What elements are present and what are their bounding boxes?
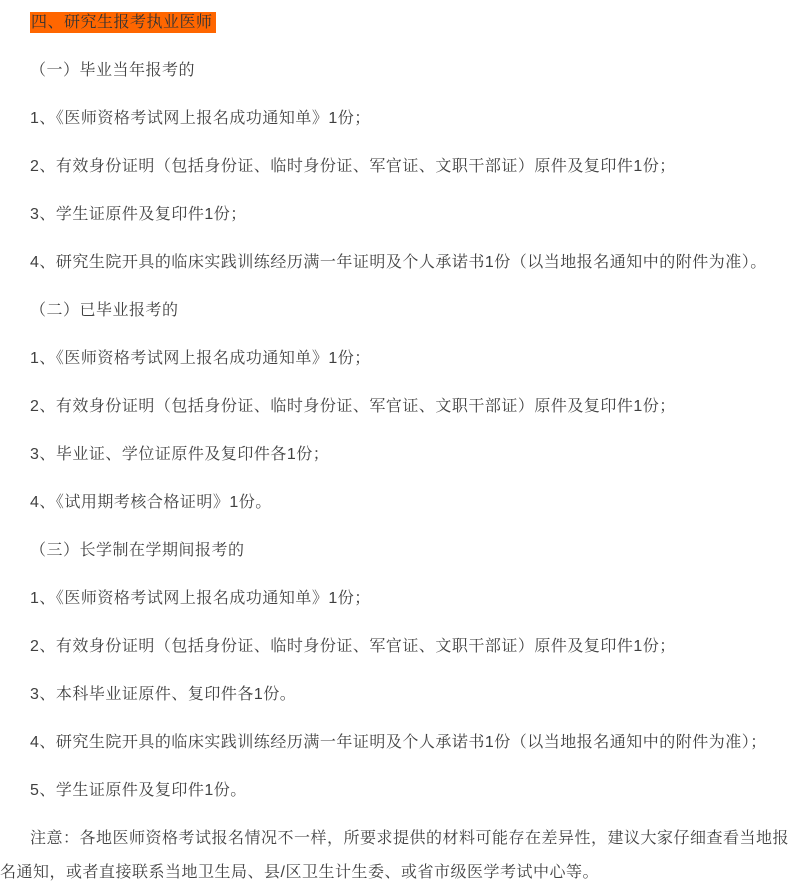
- subsection-title: （三）长学制在学期间报考的: [30, 542, 245, 559]
- list-item: 2、有效身份证明（包括身份证、临时身份证、军官证、文职干部证）原件及复印件1份；: [30, 398, 676, 415]
- list-item: 2、有效身份证明（包括身份证、临时身份证、军官证、文职干部证）原件及复印件1份；: [30, 158, 676, 175]
- list-item: 3、毕业证、学位证原件及复印件各1份；: [30, 446, 330, 463]
- list-item: 4、研究生院开具的临床实践训练经历满一年证明及个人承诺书1份（以当地报名通知中的附件为准）。: [30, 254, 767, 271]
- subsection-title: （二）已毕业报考的: [30, 302, 179, 319]
- list-item: 2、有效身份证明（包括身份证、临时身份证、军官证、文职干部证）原件及复印件1份；: [30, 638, 676, 655]
- list-item: 3、学生证原件及复印件1份；: [30, 206, 247, 223]
- list-item: 4、《试用期考核合格证明》1份。: [30, 494, 272, 511]
- note-paragraph: 注意：各地医师资格考试报名情况不一样，所要求提供的材料可能存在差异性，建议大家仔细查看当地报名通知，或者直接联系当地卫生局、县/区卫生计生委、或省市级医学考试中心等。: [0, 830, 790, 881]
- list-item: 5、学生证原件及复印件1份。: [30, 782, 247, 799]
- list-item: 4、研究生院开具的临床实践训练经历满一年证明及个人承诺书1份（以当地报名通知中的附件为准）；: [30, 734, 767, 751]
- article-heading-highlight: 四、研究生报考执业医师: [30, 12, 216, 33]
- list-item: 1、《医师资格考试网上报名成功通知单》1份；: [30, 110, 371, 127]
- list-item: 1、《医师资格考试网上报名成功通知单》1份；: [30, 590, 371, 607]
- list-item: 3、本科毕业证原件、复印件各1份。: [30, 686, 297, 703]
- subsection-title: （一）毕业当年报考的: [30, 62, 196, 79]
- list-item: 1、《医师资格考试网上报名成功通知单》1份；: [30, 350, 371, 367]
- article-heading: [0, 6, 802, 40]
